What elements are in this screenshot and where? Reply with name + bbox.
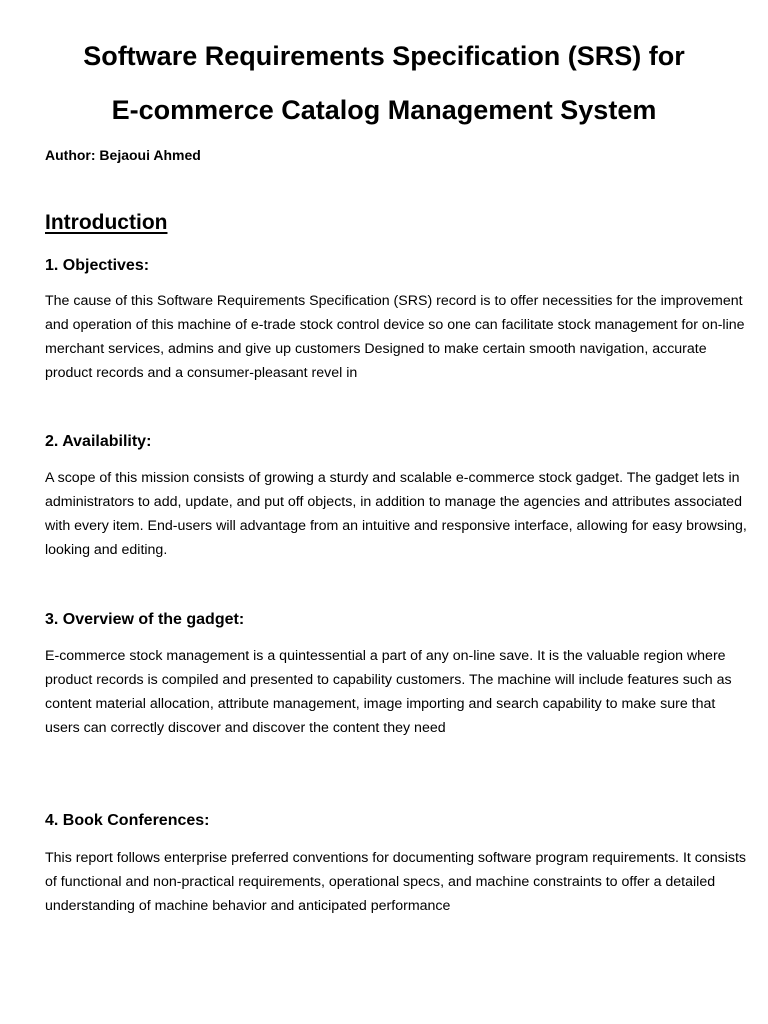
section-heading-book-conferences: 4. Book Conferences: xyxy=(45,812,210,829)
section-heading-availability: 2. Availability: xyxy=(45,433,152,450)
author-line: Author: Bejaoui Ahmed xyxy=(45,147,201,163)
document-title-line-1: Software Requirements Specification (SRS) for xyxy=(83,41,685,71)
document-title-line-2: E-commerce Catalog Management System xyxy=(111,95,657,125)
introduction-heading: Introduction xyxy=(45,211,168,234)
section-body-overview: E-commerce stock management is a quintessential a part of any on-line save. It is the valuable region where product records is compiled and presented to capability customers. The machine will include features such as content material allocation, attribute management, image importing and search capability to make sure that users can correctly discover and discover the content they need xyxy=(45,648,732,736)
section-heading-objectives: 1. Objectives: xyxy=(45,257,150,274)
section-body-availability: A scope of this mission consists of growing a sturdy and scalable e-commerce stock gadget. The gadget lets in administrators to add, update, and put off objects, in addition to manage the agencies and attributes associated with every item. End-users will advantage from an intuitive and responsive interface, allowing for easy browsing, looking and editing. xyxy=(45,470,747,558)
section-heading-overview: 3. Overview of the gadget: xyxy=(45,611,245,628)
section-body-objectives: The cause of this Software Requirements Specification (SRS) record is to offer necessities for the improvement and operation of this machine of e-trade stock control device so one can facilitate stock management for on-line merchant services, admins and give up customers Designed to make certain smooth navigation, accurate product records and a consumer-pleasant revel in xyxy=(45,293,745,381)
section-body-book-conferences: This report follows enterprise preferred conventions for documenting software program requirements. It consists of functional and non-practical requirements, operational specs, and machine constraints to offer a detailed understanding of machine behavior and anticipated performance xyxy=(45,850,747,914)
